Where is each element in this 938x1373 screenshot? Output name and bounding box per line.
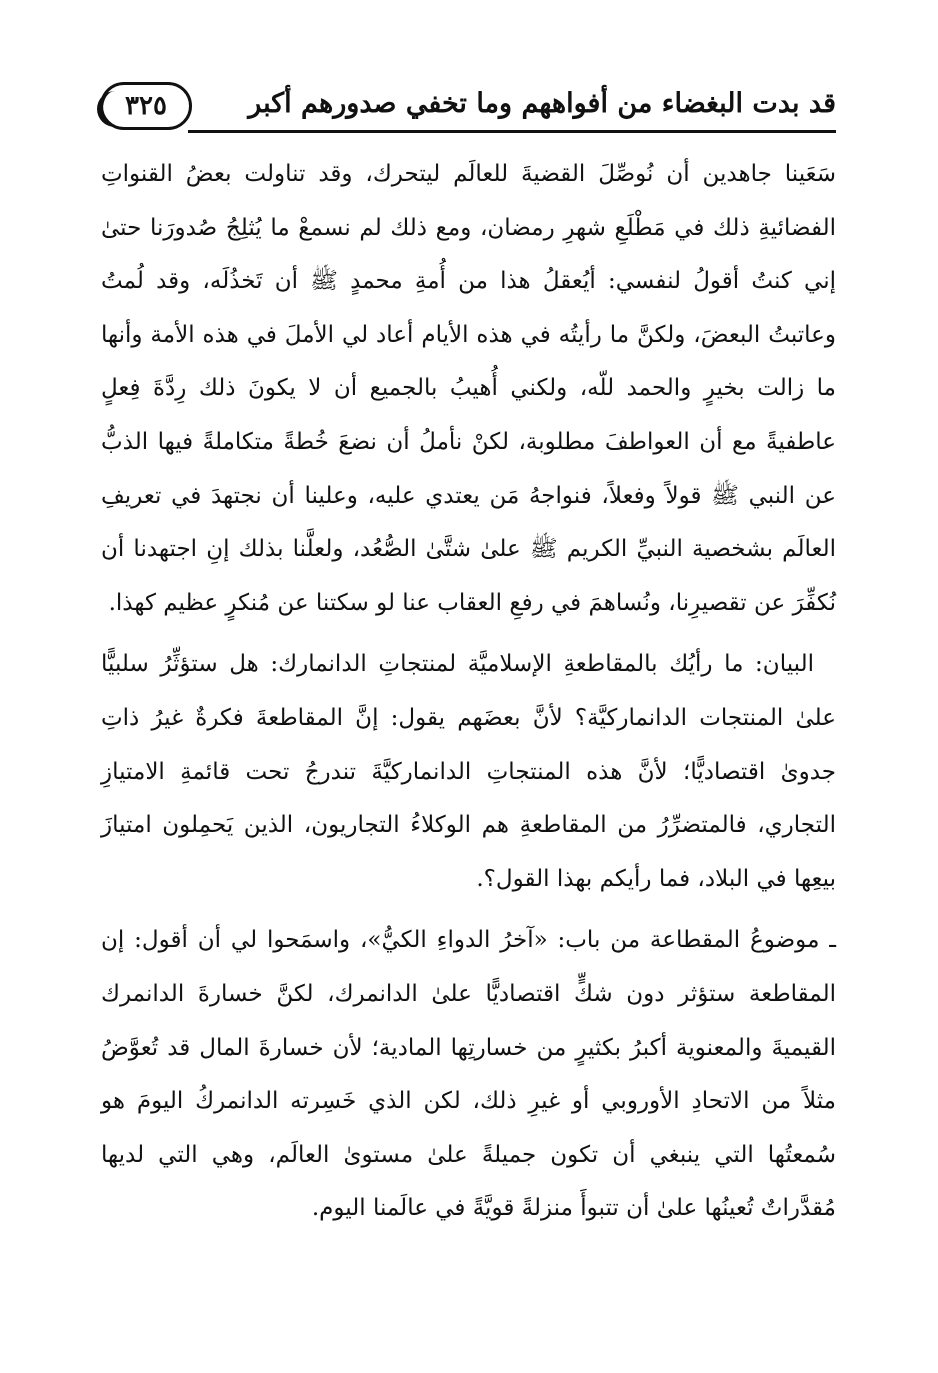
header-rule [188, 130, 836, 133]
running-title: قد بدت البغضاء من أفواههم وما تخفي صدورهم أكبر [248, 88, 836, 119]
page-number-badge [100, 82, 192, 130]
page-body [101, 148, 836, 1236]
paragraph-3: ـ موضوعُ المقطاعة من باب: «آخرُ الدواءِ الكيُّ»، واسمَحوا لي أن أقول: إن المقاطعة ستؤثر دون شكٍّ اقتصاديًّا علىٰ الدانمرك، لكنَّ خسارةَ الدانمرك القيميةَ والمعنوية أكبرُ بكثيرٍ من خسارتِها المادية؛ لأن خسارةَ المال قد تُعوَّضُ مثلاً من الاتحادِ الأوروبي أو غيرِ ذلك، لكن الذي خَسِرته الدانمركُ اليومَ هو سُمعتُها التي ينبغي أن تكون جميلةً علىٰ مستوىٰ العالَم، وهي التي لديها مُقدَّراتٌ تُعينُها علىٰ أن تتبوأَ منزلةً قويَّةً في عالَمنا اليوم. [101, 927, 836, 1222]
page-header [100, 82, 836, 134]
paragraph-1: سَعَينا جاهدين أن نُوصِّلَ القضيةَ للعالَم ليتحرك، وقد تناولت بعضُ القنواتِ الفضائيةِ ذلك في مَطْلَعِ شهرِ رمضان، ومع ذلك لم نسمعْ ما يُثلِجُ صُدورَنا حتىٰ إني كنتُ أقولُ لنفسي: أيُعقلُ هذا من أُمةِ محمدٍ ﷺ أن تَخذُلَه، وقد لُمتُ وعاتبتُ البعضَ، ولكنَّ ما رأيتُه في هذه الأيام أعاد لي الأملَ في هذه الأمة وأنها ما زالت بخيرٍ والحمد للّه، ولكني أُهيبُ بالجميع أن لا يكونَ ذلك رِدَّةَ فِعلٍ عاطفيةً مع أن العواطفَ مطلوبة، لكنْ نأملُ أن نضعَ خُطةً متكاملةً فيها الذبُّ عن النبي ﷺ قولاً وفعلاً، فنواجهُ مَن يعتدي عليه، وعلينا أن نجتهدَ في تعريفِ العالَم بشخصية النبيِّ الكريم ﷺ علىٰ شتَّىٰ الصُّعُد، ولعلَّنا بذلك إنِ اجتهدنا أن نُكفِّرَ عن تقصيرِنا، ونُساهمَ في رفعِ العقاب عنا لو سكتنا عن مُنكرٍ عظيم كهذا. [101, 161, 837, 616]
page-number: ٣٢٥ [125, 91, 167, 121]
paragraph-2: البيان: ما رأيُك بالمقاطعةِ الإسلاميَّة لمنتجاتِ الدانمارك: هل ستؤثِّرُ سلبيًّا علىٰ المنتجات الدانماركيَّة؟ لأنَّ بعضَهم يقول: إنَّ المقاطعةَ فكرةٌ غيرُ ذاتِ جدوىٰ اقتصاديًّا؛ لأنَّ هذه المنتجاتِ الدانماركيَّةَ تندرجُ تحت قائمةِ الامتيازِ التجاري، فالمتضرِّرُ من المقاطعةِ هم الوكلاءُ التجاريون، الذين يَحمِلون امتيازَ بيعِها في البلاد، فما رأيكم بهذا القول؟. [101, 651, 836, 892]
